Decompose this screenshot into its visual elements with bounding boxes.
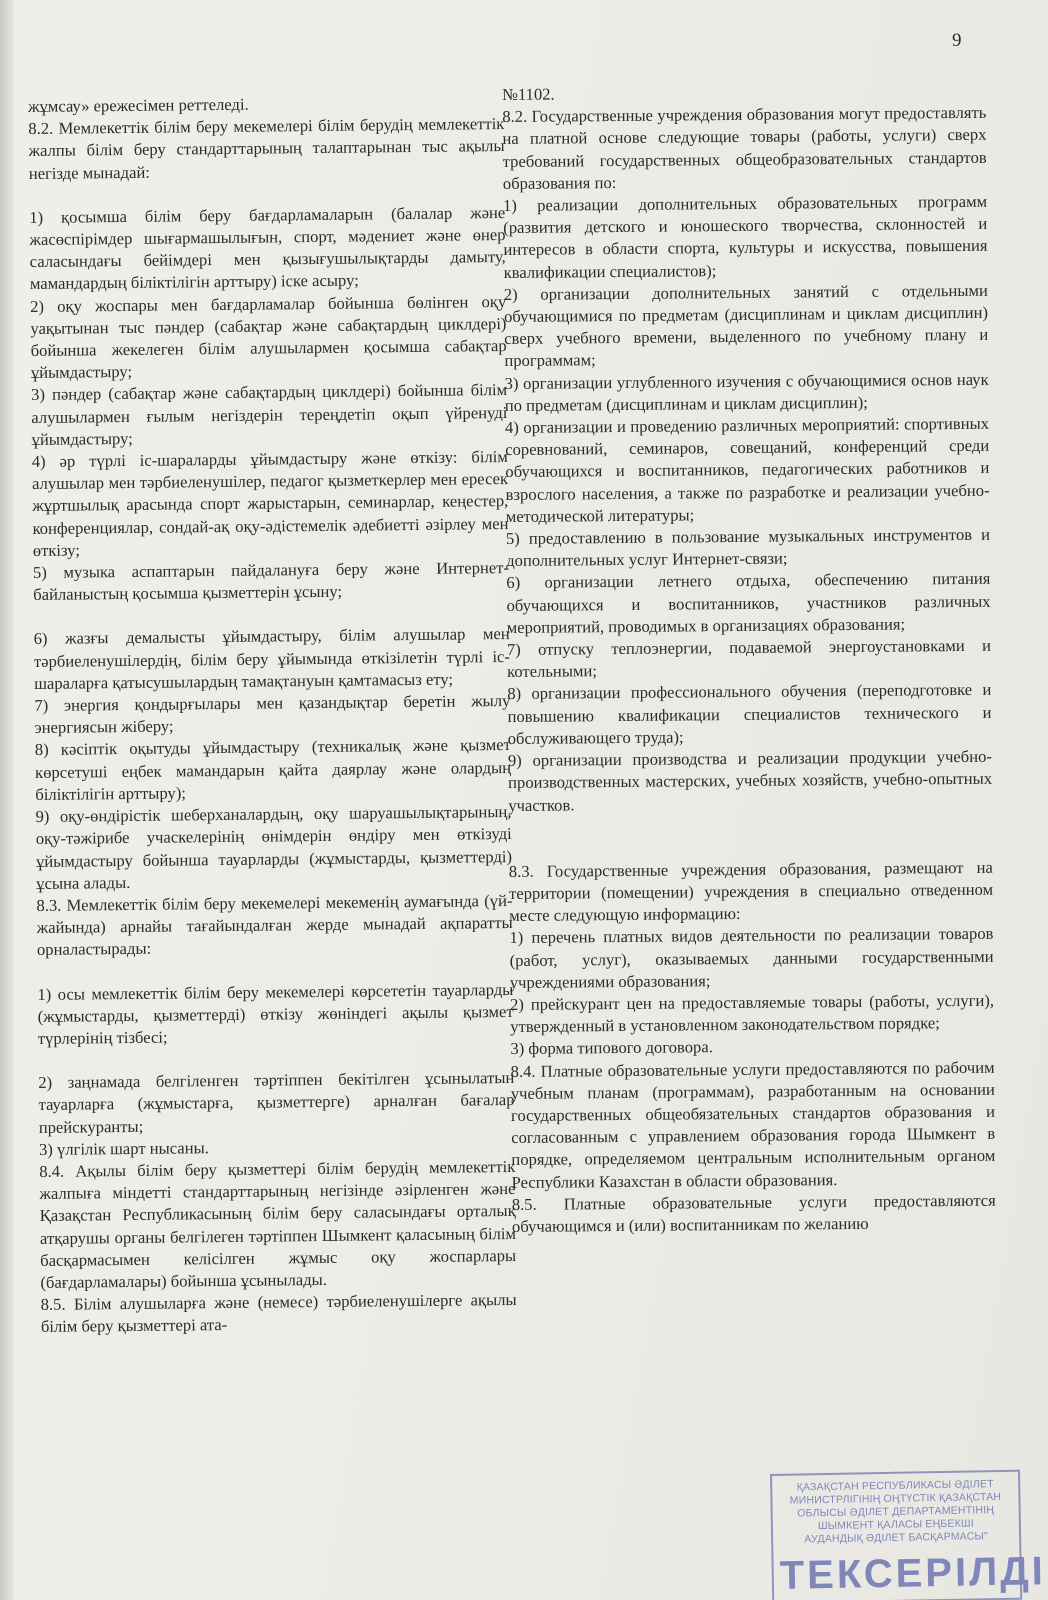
paragraph: жұмсау» ережесімен реттеледі. xyxy=(28,94,249,116)
stamp-line: ОБЛЫСЫ ӘДІЛЕТ ДЕПАРТАМЕНТІНІҢ xyxy=(797,1504,995,1520)
paragraph: 2) прейскурант цен на предоставляемые товары (работы, услуги), утвержденный в установленном законодательством порядке; xyxy=(509,990,995,1037)
paragraph: 3) пәндер (сабақтар және сабақтардың циклдері) бойынша білім алушылармен ғылым негіздерін тереңдетіп оқып үйренуді ұйымдастыру; xyxy=(31,380,508,449)
russian-text-column xyxy=(502,80,996,1238)
page-edge-shadow xyxy=(0,0,14,1600)
paragraph: 8.4. Ақылы білім беру қызметтері білім берудің мемлекеттік жалпыға міндетті стандарттарының негізінде әзірленген және Қазақстан Республикасының білім беру саласындағы орталық атқарушы органы белгілеген тәртіппен Шымкент қаласының білім басқармасымен келісілген жұмыс оқу жоспарлары (бағдарламалары) бойынша ұсынылады. xyxy=(39,1156,517,1292)
paragraph: 1) реализации дополнительных образовательных программ (развития детского и юношеского творчества, склонностей и интересов в области спорта, культуры и искусства, повышения квалификации специалистов); xyxy=(502,191,988,282)
paragraph: 8.5. Білім алушыларға және (немесе) тәрбиеленушілерге ақылы білім беру қызметтері ата- xyxy=(40,1290,517,1337)
paragraph: 4) организации и проведению различных мероприятий: спортивных соревнований, семинаров, совещаний, конференций среди обучающихся и воспитанников, педагогических работников и взрослого населения, а также по разработке и реализации учебно-методической литературы; xyxy=(504,413,990,526)
paragraph: 3) организации углубленного изучения с обучающимися основ наук по предметам (дисциплинам и циклам дисциплин); xyxy=(504,369,989,415)
verification-stamp xyxy=(770,1470,1047,1600)
paragraph: 3) форма типового договора. xyxy=(510,1037,713,1059)
paragraph: 2) организации дополнительных занятий с отдельными обучающимися по предметам (дисциплинам и циклам дисциплин) сверх учебного времени, выделенного по учебному плану и программам; xyxy=(503,280,989,371)
paragraph: 4) әр түрлі іс-шараларды ұйымдастыру және өткізу: білім алушылар мен тәрбиеленушілер, педагог қызметкерлер мен ересек жұртшылық арасында спорт жарыстарын, семинарлар, кеңестер, конференциялар, сондай-ақ оқу-әдістемелік әдебиетті әзірлеу мен өткізу; xyxy=(31,447,509,560)
paragraph: 3) үлгілік шарт нысаны. xyxy=(38,1137,209,1159)
paragraph: 8.2. Мемлекеттік білім беру мекемелері білім берудің мемлекеттік жалпы білім беру стандарттарының талаптарынан тыс ақылы негізде мынадай: xyxy=(28,114,505,183)
paragraph: 1) перечень платных видов деятельности по реализации товаров (работ, услуг), оказываемых данными государственными учреждениями образования; xyxy=(509,924,994,992)
paragraph: 8.3. Государственные учреждения образования, размещают на территории (помещении) учреждения в специально отведенном месте следующую информацию: xyxy=(508,857,994,926)
stamp-line: ҚАЗАҚСТАН РЕСПУБЛИКАСЫ ӘДІЛЕТ xyxy=(796,1478,994,1494)
stamp-title: ТЕКСЕРІЛДІ xyxy=(779,1549,1047,1598)
paragraph: 7) энергия қондырғылары мен қазандықтар беретін жылу энергиясын жіберу; xyxy=(34,691,511,738)
stamp-line: АУДАНДЫҚ ӘДІЛЕТ БАСҚАРМАСЫ" xyxy=(804,1530,989,1546)
paragraph: 1) осы мемлекеттік білім беру мекемелері көрсететін тауарларды (жұмыстарды, қызметтерді) өткізу жөніндегі ақылы қызмет түрлерінің тізбесі; xyxy=(37,979,514,1048)
kazakh-text-column xyxy=(28,91,517,1338)
paragraph: 2) заңнамада белгіленген тәртіппен бекітілген ұсынылатын тауарларға (жұмыстарға, қызметтерге) арналған бағалар прейскуранты; xyxy=(38,1068,515,1137)
paragraph: 9) оқу-өндірістік шеберханалардың, оқу шаруашылықтарының, оқу-тәжірибе учаскелерінің өнімдерін өндіру мен өткізуді ұйымдастыру бойынша тауарларды (жұмыстарды, қызметтерді) ұсына алады. xyxy=(35,802,513,893)
paragraph: 6) организации летнего отдыха, обеспечению питания обучающихся и воспитанников, участников различных мероприятий, проводимых в организациях образования; xyxy=(506,569,991,637)
paragraph: 2) оқу жоспары мен бағдарламалар бойынша бөлінген оқу уақытынан тыс пәндер (сабақтар және сабақтардың циклдері) бойынша жекелеген білім алушылармен қосымша сабақтар ұйымдастыру; xyxy=(30,291,507,383)
paragraph: 8) организации профессионального обучения (переподготовке и повышению квалификации специалистов технического и обслуживающего труда); xyxy=(507,680,992,748)
paragraph: №1102. xyxy=(502,84,555,104)
stamp-line: МИНИСТРЛІГІНІҢ ОҢТҮСТІК ҚАЗАҚСТАН xyxy=(789,1490,1002,1507)
paragraph: 6) жазғы демалысты ұйымдастыру, білім алушылар мен тәрбиеленушілердің, білім беру ұйымында өткізілетін түрлі іс-шараларға қатысушылардың тамақтануын қамтамасыз ету; xyxy=(33,624,510,693)
stamp-line: ШЫМКЕНТ ҚАЛАСЫ ЕҢБЕКШІ xyxy=(817,1517,975,1533)
paragraph: 1) қосымша білім беру бағдарламаларын (балалар және жасөспірімдер шығармашылығын, спорт, мәдениет және өнер саласындағы бейімдері мен қызығушылықтарды дамыту, мамандардың біліктілігін арттыру) іске асыру; xyxy=(29,202,506,294)
paragraph: 5) предоставлению в пользование музыкальных инструментов и дополнительных услуг Интернет-связи; xyxy=(505,524,991,571)
paragraph: 9) организации производства и реализации продукции учебно-производственных мастерских, учебных хозяйств, учебно-опытных участков. xyxy=(507,746,993,815)
paragraph: 7) отпуску теплоэнергии, подаваемой энергоустановками и котельными; xyxy=(506,635,991,682)
paragraph: 8.3. Мемлекеттік білім беру мекемелері мекеменің аумағында (үй-жайында) арнайы тағайындалған жерде мынадай ақпаратты орналастырады: xyxy=(36,890,513,960)
paragraph: 8.5. Платные образовательные услуги предоставляются обучающимся и (или) воспитанникам по желанию xyxy=(511,1190,996,1236)
page-number: 9 xyxy=(952,30,962,51)
paragraph: 8.2. Государственные учреждения образования могут предоставлять на платной основе следующие товары (работы, услуги) сверх требований государственных общеобразовательных стандартов образования по: xyxy=(502,102,987,193)
paragraph: 8) кәсіптік оқытуды ұйымдастыру (техникалық және қызмет көрсетуші еңбек мамандарын қайта даярлау және олардың біліктілігін арттыру); xyxy=(34,735,512,804)
paragraph: 8.4. Платные образовательные услуги предоставляются по рабочим учебным планам (программам), разработанным на основании государственных общеобязательных стандартов образования и согласованным с управлением образования города Шымкент в порядке, определяемом центральным исполнительным органом Республики Казахстан в области образования. xyxy=(510,1057,996,1192)
paragraph: 5) музыка аспаптарын пайдалануға беру және Интернет-байланыстың қосымша қызметтерін ұсыну; xyxy=(32,558,510,605)
